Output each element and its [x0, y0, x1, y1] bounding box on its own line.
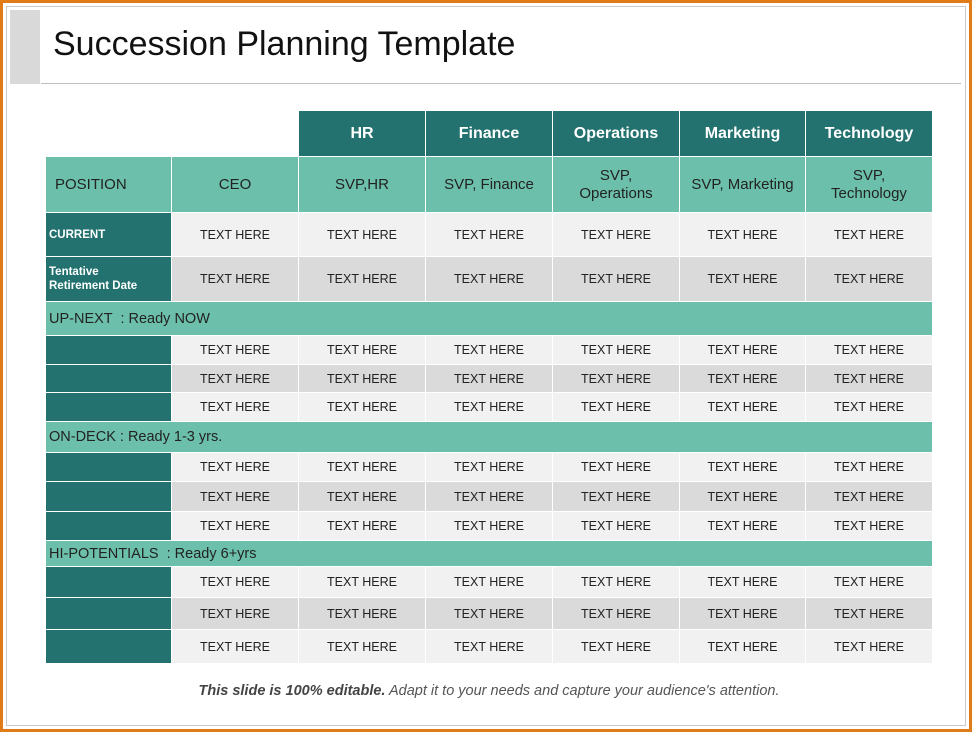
table-row [46, 482, 932, 512]
table-cell: TEXT HERE [680, 567, 806, 598]
table-cell: TEXT HERE [806, 453, 932, 482]
title-accent-tab [10, 10, 40, 84]
position-value: SVP,HR [299, 157, 426, 213]
table-cell: TEXT HERE [426, 630, 553, 664]
table-cell: TEXT HERE [299, 393, 426, 422]
table-cell: TEXT HERE [172, 598, 299, 630]
table-cell: TEXT HERE [172, 482, 299, 512]
position-label: POSITION [46, 157, 172, 213]
table-cell: TEXT HERE [172, 567, 299, 598]
table-cell: TEXT HERE [426, 453, 553, 482]
table-cell: TEXT HERE [553, 453, 680, 482]
table-cell: TEXT HERE [172, 257, 299, 302]
table-cell: TEXT HERE [426, 213, 553, 257]
table-cell: TEXT HERE [680, 393, 806, 422]
table-cell: TEXT HERE [806, 365, 932, 393]
table-row [46, 630, 932, 664]
table-cell: TEXT HERE [553, 257, 680, 302]
table-row [46, 567, 932, 598]
table-cell: TEXT HERE [426, 365, 553, 393]
candidate-name-cell [46, 336, 172, 365]
retirement-row [46, 257, 932, 302]
footer-text: Adapt it to your needs and capture your audience's attention. [388, 683, 780, 699]
table-cell: TEXT HERE [806, 393, 932, 422]
candidate-name-cell [46, 365, 172, 393]
table-cell: TEXT HERE [806, 482, 932, 512]
candidate-name-cell [46, 393, 172, 422]
table-cell: TEXT HERE [806, 567, 932, 598]
department-header-row [46, 111, 932, 157]
table-cell: TEXT HERE [680, 257, 806, 302]
section-header-row [46, 541, 932, 567]
candidate-name-cell [46, 630, 172, 664]
table-cell: TEXT HERE [172, 512, 299, 541]
table-row [46, 598, 932, 630]
table-cell: TEXT HERE [299, 598, 426, 630]
table-cell: TEXT HERE [806, 257, 932, 302]
table-cell: TEXT HERE [806, 598, 932, 630]
section-header-row [46, 302, 932, 336]
table-cell: TEXT HERE [553, 482, 680, 512]
page-title: Succession Planning Template [53, 25, 516, 63]
table-cell: TEXT HERE [426, 512, 553, 541]
section-label: UP-NEXT : Ready NOW [46, 302, 932, 336]
table-cell: TEXT HERE [680, 512, 806, 541]
position-value: SVP, Operations [553, 157, 680, 213]
succession-table-body [46, 111, 932, 664]
department-header: Operations [553, 111, 680, 157]
current-label: CURRENT [46, 213, 172, 257]
title-divider [41, 83, 961, 84]
table-cell: TEXT HERE [806, 630, 932, 664]
position-value: SVP, Marketing [680, 157, 806, 213]
table-cell: TEXT HERE [680, 213, 806, 257]
footer-note [3, 683, 972, 699]
table-cell: TEXT HERE [172, 630, 299, 664]
table-row [46, 365, 932, 393]
position-value: SVP, Finance [426, 157, 553, 213]
table-cell: TEXT HERE [299, 336, 426, 365]
table-cell: TEXT HERE [553, 598, 680, 630]
table-cell: TEXT HERE [680, 598, 806, 630]
department-header: HR [299, 111, 426, 157]
table-cell: TEXT HERE [172, 453, 299, 482]
position-value: CEO [172, 157, 299, 213]
current-row [46, 213, 932, 257]
department-header: Technology [806, 111, 932, 157]
table-cell: TEXT HERE [806, 336, 932, 365]
table-row [46, 336, 932, 365]
section-label: HI-POTENTIALS : Ready 6+yrs [46, 541, 932, 567]
candidate-name-cell [46, 567, 172, 598]
candidate-name-cell [46, 512, 172, 541]
department-header: Marketing [680, 111, 806, 157]
section-label: ON-DECK : Ready 1-3 yrs. [46, 422, 932, 453]
table-cell: TEXT HERE [553, 336, 680, 365]
table-row [46, 512, 932, 541]
table-row [46, 393, 932, 422]
table-cell: TEXT HERE [299, 512, 426, 541]
table-row [46, 453, 932, 482]
candidate-name-cell [46, 482, 172, 512]
table-cell: TEXT HERE [553, 365, 680, 393]
table-cell: TEXT HERE [426, 393, 553, 422]
table-cell: TEXT HERE [426, 257, 553, 302]
table-cell: TEXT HERE [680, 482, 806, 512]
department-header: Finance [426, 111, 553, 157]
table-cell: TEXT HERE [553, 630, 680, 664]
table-cell: TEXT HERE [680, 365, 806, 393]
table-cell: TEXT HERE [680, 630, 806, 664]
table-cell: TEXT HERE [553, 213, 680, 257]
table-cell: TEXT HERE [172, 393, 299, 422]
table-cell: TEXT HERE [299, 257, 426, 302]
candidate-name-cell [46, 453, 172, 482]
table-cell: TEXT HERE [426, 598, 553, 630]
table-cell: TEXT HERE [299, 630, 426, 664]
candidate-name-cell [46, 598, 172, 630]
section-header-row [46, 422, 932, 453]
table-cell: TEXT HERE [172, 213, 299, 257]
table-cell: TEXT HERE [553, 512, 680, 541]
table-cell: TEXT HERE [806, 512, 932, 541]
succession-table [46, 111, 932, 664]
header-blank-cell [172, 111, 299, 157]
table-cell: TEXT HERE [299, 213, 426, 257]
table-cell: TEXT HERE [553, 393, 680, 422]
table-cell: TEXT HERE [426, 567, 553, 598]
table-cell: TEXT HERE [680, 453, 806, 482]
table-cell: TEXT HERE [426, 482, 553, 512]
table-cell: TEXT HERE [299, 567, 426, 598]
retirement-label: Tentative Retirement Date [46, 257, 172, 302]
header-blank-cell [46, 111, 172, 157]
table-cell: TEXT HERE [806, 213, 932, 257]
table-cell: TEXT HERE [426, 336, 553, 365]
table-cell: TEXT HERE [299, 482, 426, 512]
footer-bold-text: This slide is 100% editable. [198, 683, 386, 699]
table-cell: TEXT HERE [553, 567, 680, 598]
table-cell: TEXT HERE [299, 453, 426, 482]
table-cell: TEXT HERE [172, 365, 299, 393]
table-cell: TEXT HERE [680, 336, 806, 365]
table-cell: TEXT HERE [299, 365, 426, 393]
table-cell: TEXT HERE [172, 336, 299, 365]
position-value: SVP, Technology [806, 157, 932, 213]
position-row [46, 157, 932, 213]
